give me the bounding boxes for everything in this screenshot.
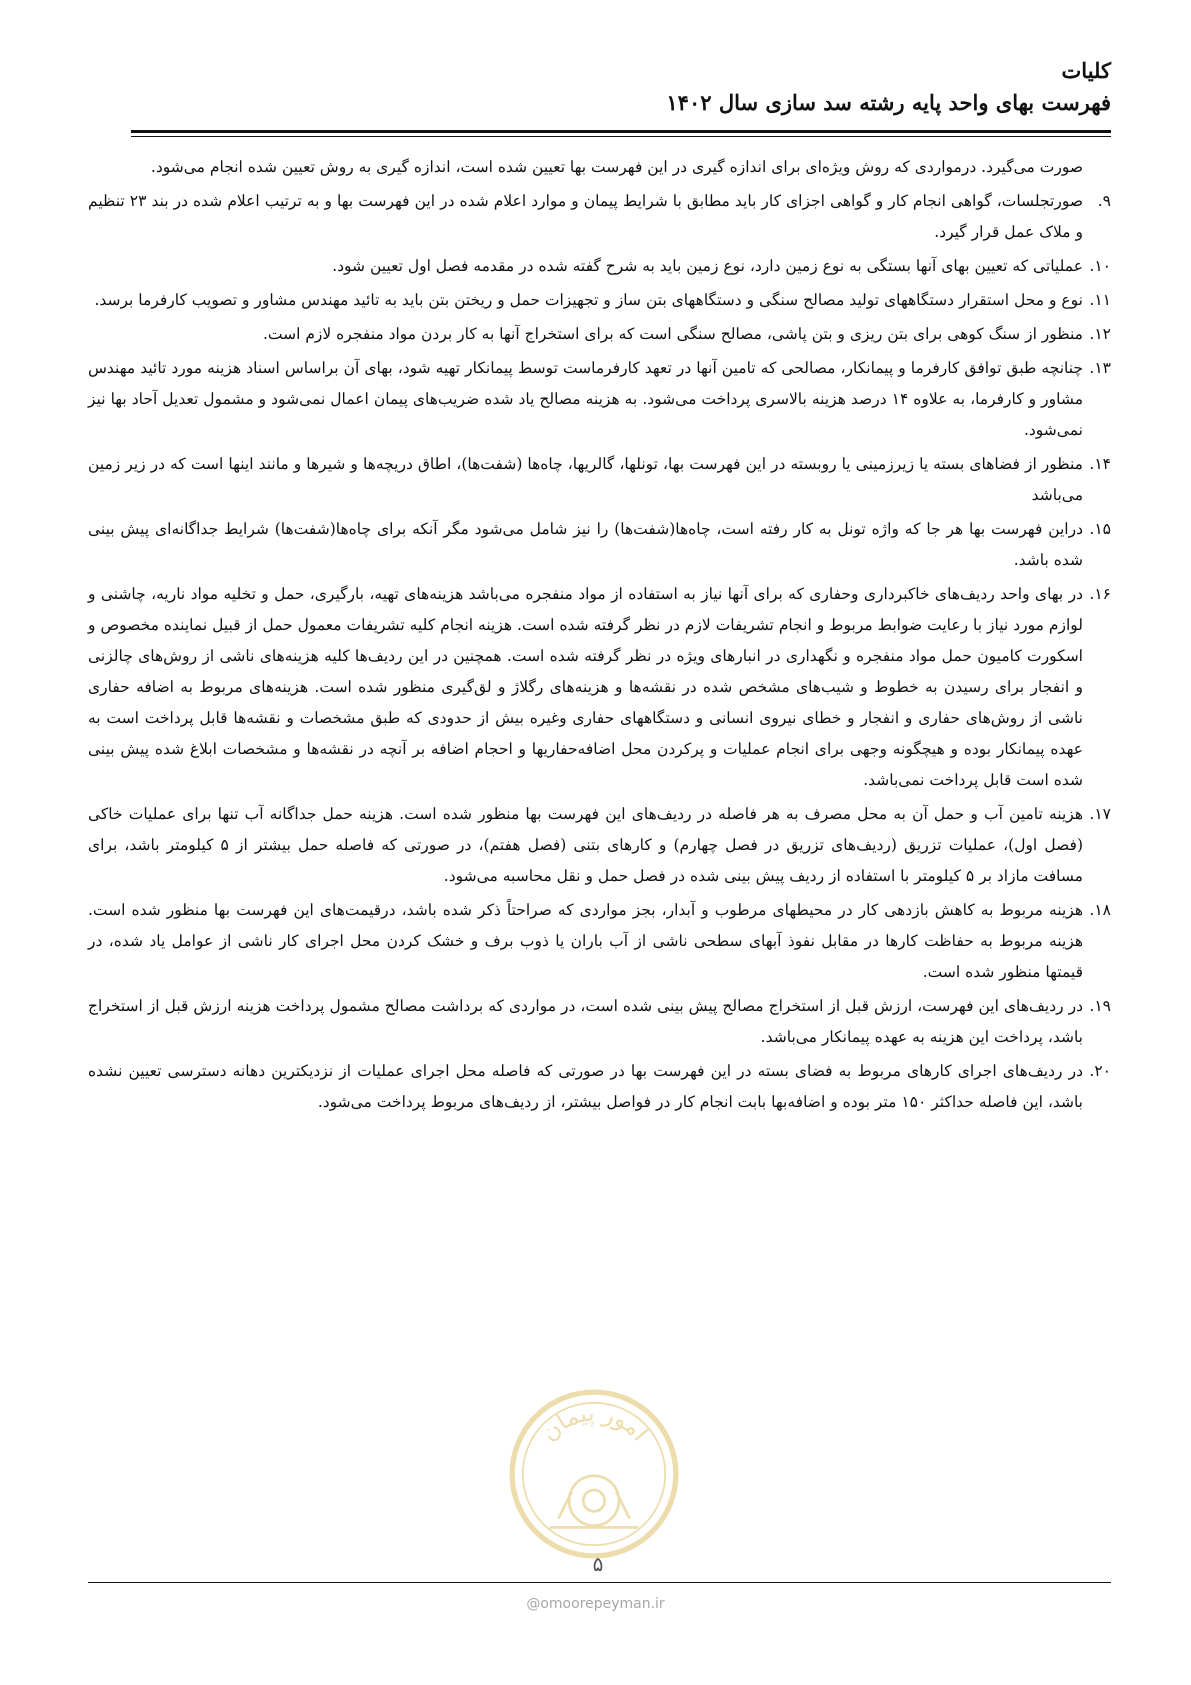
- item-number: ۱۶.: [1089, 585, 1111, 603]
- page-number: ۵: [592, 1552, 604, 1576]
- item-number: ۱۴.: [1089, 455, 1111, 473]
- item-text: صورتجلسات، گواهی انجام کار و گواهی اجزای کار باید مطابق با شرایط پیمان و موارد اعلام شده در این فهرست بها و به ترتیب اعلام شده در بند ۲۳ تنظیم و ملاک عمل قرار گیرد.: [88, 192, 1083, 241]
- header-rule-thin: [131, 136, 1111, 137]
- section-title: کلیات: [1061, 58, 1111, 83]
- item-number: ۱۹.: [1089, 997, 1111, 1015]
- numbered-list: [88, 186, 1111, 1118]
- document-title: فهرست بهای واحد پایه رشته سد سازی سال ۱۴۰۲: [666, 90, 1111, 115]
- item-number: ۱۳.: [1089, 359, 1111, 377]
- page-header: [130, 56, 1111, 120]
- item-text: منظور از فضاهای بسته یا زیرزمینی یا روبسته در این فهرست بها، تونلها، گالریها، چاه‌ها (شفت‌ها)، اطاق دریچه‌ها و شیرها و مانند اینها است که در زیر زمین می‌باشد: [88, 455, 1083, 504]
- item-text: در ردیف‌های این فهرست، ارزش قبل از استخراج مصالح پیش بینی شده است، در مواردی که برداشت مصالح مشمول پرداخت هزینه ارزش قبل از استخراج باشد، پرداخت این هزینه به عهده پیمانکار می‌باشد.: [88, 997, 1083, 1046]
- list-item: [88, 251, 1111, 282]
- list-item: [88, 799, 1111, 892]
- watermark-text: امور پیمان: [536, 1400, 653, 1447]
- item-number: ۱۰.: [1089, 257, 1111, 275]
- item-text: چنانچه طبق توافق کارفرما و پیمانکار، مصالحی که تامین آنها در تعهد کارفرماست توسط پیمانکار تهیه شود، بهای آن براساس اسناد هزینه مورد تائید مهندس مشاور و کارفرما، به علاوه ۱۴ درصد هزینه بالاسری پرداخت می‌شود. به هزینه مصالح یاد شده ضریب‌های پیمان اعمال نمی‌شود و مشمول تعدیل آحاد بها نیز نمی‌شود.: [88, 359, 1083, 439]
- item-text: عملیاتی که تعیین بهای آنها بستگی به نوع زمین دارد، نوع زمین باید به شرح گفته شده در مقدمه فصل اول تعیین شود.: [332, 257, 1083, 275]
- list-item: [88, 514, 1111, 576]
- item-number: ۱۸.: [1089, 901, 1111, 919]
- item-text: هزینه تامین آب و حمل آن به محل مصرف به هر فاصله در ردیف‌های این فهرست بها منظور شده است. هزینه حمل جداگانه آب تنها برای عملیات خاکی (فصل اول)، عملیات تزریق (ردیف‌های تزریق در فصل چهارم) و کارهای بتنی (فصل هفتم)، در صورتی که فاصله حمل بیشتر از ۵ کیلومتر باشد، برای مسافت مازاد بر ۵ کیلومتر با استفاده از ردیف پیش بینی شده در فصل حمل و نقل محاسبه می‌شود.: [88, 805, 1083, 885]
- item-number: ۱۱.: [1089, 291, 1111, 309]
- list-item: [88, 186, 1111, 248]
- item-number: ۱۷.: [1089, 805, 1111, 823]
- footer-url: @omoorepeyman.ir: [526, 1596, 665, 1612]
- footer-rule: [88, 1582, 1111, 1583]
- item-text: نوع و محل استقرار دستگاههای تولید مصالح سنگی و دستگاههای بتن ساز و تجهیزات حمل و ریختن بتن باید به تائید مهندس مشاور و تصویب کارفرما برسد.: [94, 291, 1083, 309]
- item-number: ۱۵.: [1089, 520, 1111, 538]
- item-number: ۲۰.: [1089, 1062, 1111, 1080]
- item-text: در بهای واحد ردیف‌های خاکبرداری وحفاری که برای آنها نیاز به استفاده از مواد منفجره می‌باشد هزینه‌های تهیه، بارگیری، حمل و تخلیه مواد ناریه، چاشنی و لوازم مورد نیاز با رعایت ضوابط مربوط و انجام تشریفات لازم در نظر گرفته شده است. هزینه انجام کلیه تشریفات معمول حمل از قبیل نماینده مخصوص و اسکورت کامیون حمل مواد منفجره و نگهداری در انبارهای ویژه در نظر گرفته شده است. همچنین در این ردیف‌ها کلیه هزینه‌های ناشی از روش‌های چالزنی و انفجار برای رسیدن به خطوط و شیب‌های مشخص شده در نقشه‌ها و هزینه‌های رگلاژ و لق‌گیری منظور شده است. هزینه‌های مربوط به اضافه حفاری ناشی از روش‌های حفاری و انفجار و خطای نیروی انسانی و دستگاههای حفاری وغیره بیش از حدودی که طبق مشخصات و نقشه‌ها قابل پرداخت است به عهده پیمانکار بوده و هیچگونه وجهی برای انجام عملیات و پرکردن محل اضافه‌حفاریها و احجام اضافه بر آنچه در نقشه‌ها و مشخصات ابلاغ شده پیش بینی شده است قابل پرداخت نمی‌باشد.: [88, 585, 1083, 789]
- watermark-seal-icon: [505, 1385, 683, 1563]
- list-item: [88, 579, 1111, 796]
- list-item: [88, 449, 1111, 511]
- item-text: دراین فهرست بها هر جا که واژه تونل به کار رفته است، چاه‌ها(شفت‌ها) را نیز شامل می‌شود مگر آنکه برای چاه‌ها(شفت‌ها) شرایط جداگانه‌ای پیش بینی شده باشد.: [88, 520, 1083, 569]
- item-text: هزینه مربوط به کاهش بازدهی کار در محیطهای مرطوب و آبدار، بجز مواردی که صراحتاً ذکر شده باشد، درقیمت‌های این فهرست بها منظور شده است. هزینه مربوط به حفاظت کارها در مقابل نفوذ آبهای سطحی ناشی از آب باران یا ذوب برف و خشک کردن محل اجرای کار ناشی از عوامل یاد شده، در قیمتها منظور شده است.: [88, 901, 1083, 981]
- list-item: [88, 319, 1111, 350]
- list-item: [88, 1056, 1111, 1118]
- header-rule-thick: [131, 130, 1111, 133]
- continued-paragraph: صورت می‌گیرد. درمواردی که روش ویژه‌ای برای اندازه گیری در این فهرست بها تعیین شده است، اندازه گیری به روش تعیین شده انجام می‌شود.: [150, 158, 1083, 176]
- item-text: در ردیف‌های اجرای کارهای مربوط به فضای بسته در این فهرست بها در صورتی که فاصله محل اجرای عملیات از نزدیکترین دهانه دسترسی تعیین نشده باشد، این فاصله حداکثر ۱۵۰ متر بوده و اضافه‌بها بابت انجام کار در فواصل بیشتر، از ردیف‌های مربوط پرداخت می‌شود.: [88, 1062, 1083, 1111]
- item-number: ۱۲.: [1089, 325, 1111, 343]
- list-item: [88, 353, 1111, 446]
- item-text: منظور از سنگ کوهی برای بتن ریزی و بتن پاشی، مصالح سنگی است که برای استخراج آنها به کار بردن مواد منفجره لازم است.: [262, 325, 1083, 343]
- item-number: ۹.: [1097, 192, 1111, 210]
- list-item: [88, 991, 1111, 1053]
- list-item: [88, 285, 1111, 316]
- body-content: [88, 152, 1111, 1121]
- list-item: [88, 895, 1111, 988]
